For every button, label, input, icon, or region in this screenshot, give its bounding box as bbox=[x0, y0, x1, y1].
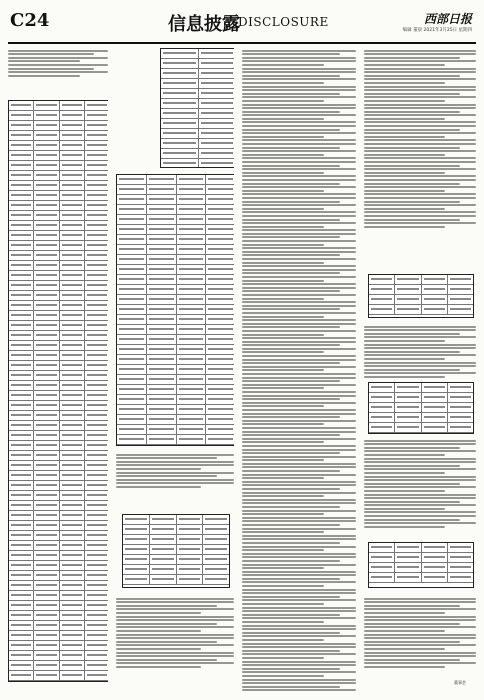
table-5 bbox=[368, 274, 474, 318]
column-3-text bbox=[242, 48, 356, 692]
page-header bbox=[8, 10, 476, 44]
page-number: C24 bbox=[10, 10, 50, 31]
header-meta: 编辑 董晨 2021年3月25日 星期四 bbox=[402, 28, 472, 33]
section-title: 信息披露 bbox=[168, 14, 240, 35]
table-2 bbox=[160, 48, 234, 168]
table-6 bbox=[368, 382, 474, 434]
board-signature: 董事会 bbox=[454, 680, 466, 685]
column-2-text-bottom bbox=[116, 596, 234, 669]
table-3 bbox=[116, 174, 234, 446]
table-4 bbox=[122, 514, 230, 588]
column-2-text bbox=[116, 452, 234, 490]
newspaper-name: 西部日报 bbox=[423, 12, 472, 26]
table-1 bbox=[8, 100, 108, 682]
column-4-text-top bbox=[364, 48, 476, 229]
column-4-text-lower bbox=[364, 438, 476, 529]
column-4 bbox=[364, 48, 476, 692]
column-4-text-bottom bbox=[364, 596, 476, 669]
column-1 bbox=[8, 48, 108, 692]
table-7 bbox=[368, 542, 474, 588]
column-2 bbox=[116, 48, 234, 692]
section-title-en: DISCLOSURE bbox=[238, 15, 329, 29]
column-3 bbox=[242, 48, 356, 692]
column-4-text-mid bbox=[364, 324, 476, 380]
